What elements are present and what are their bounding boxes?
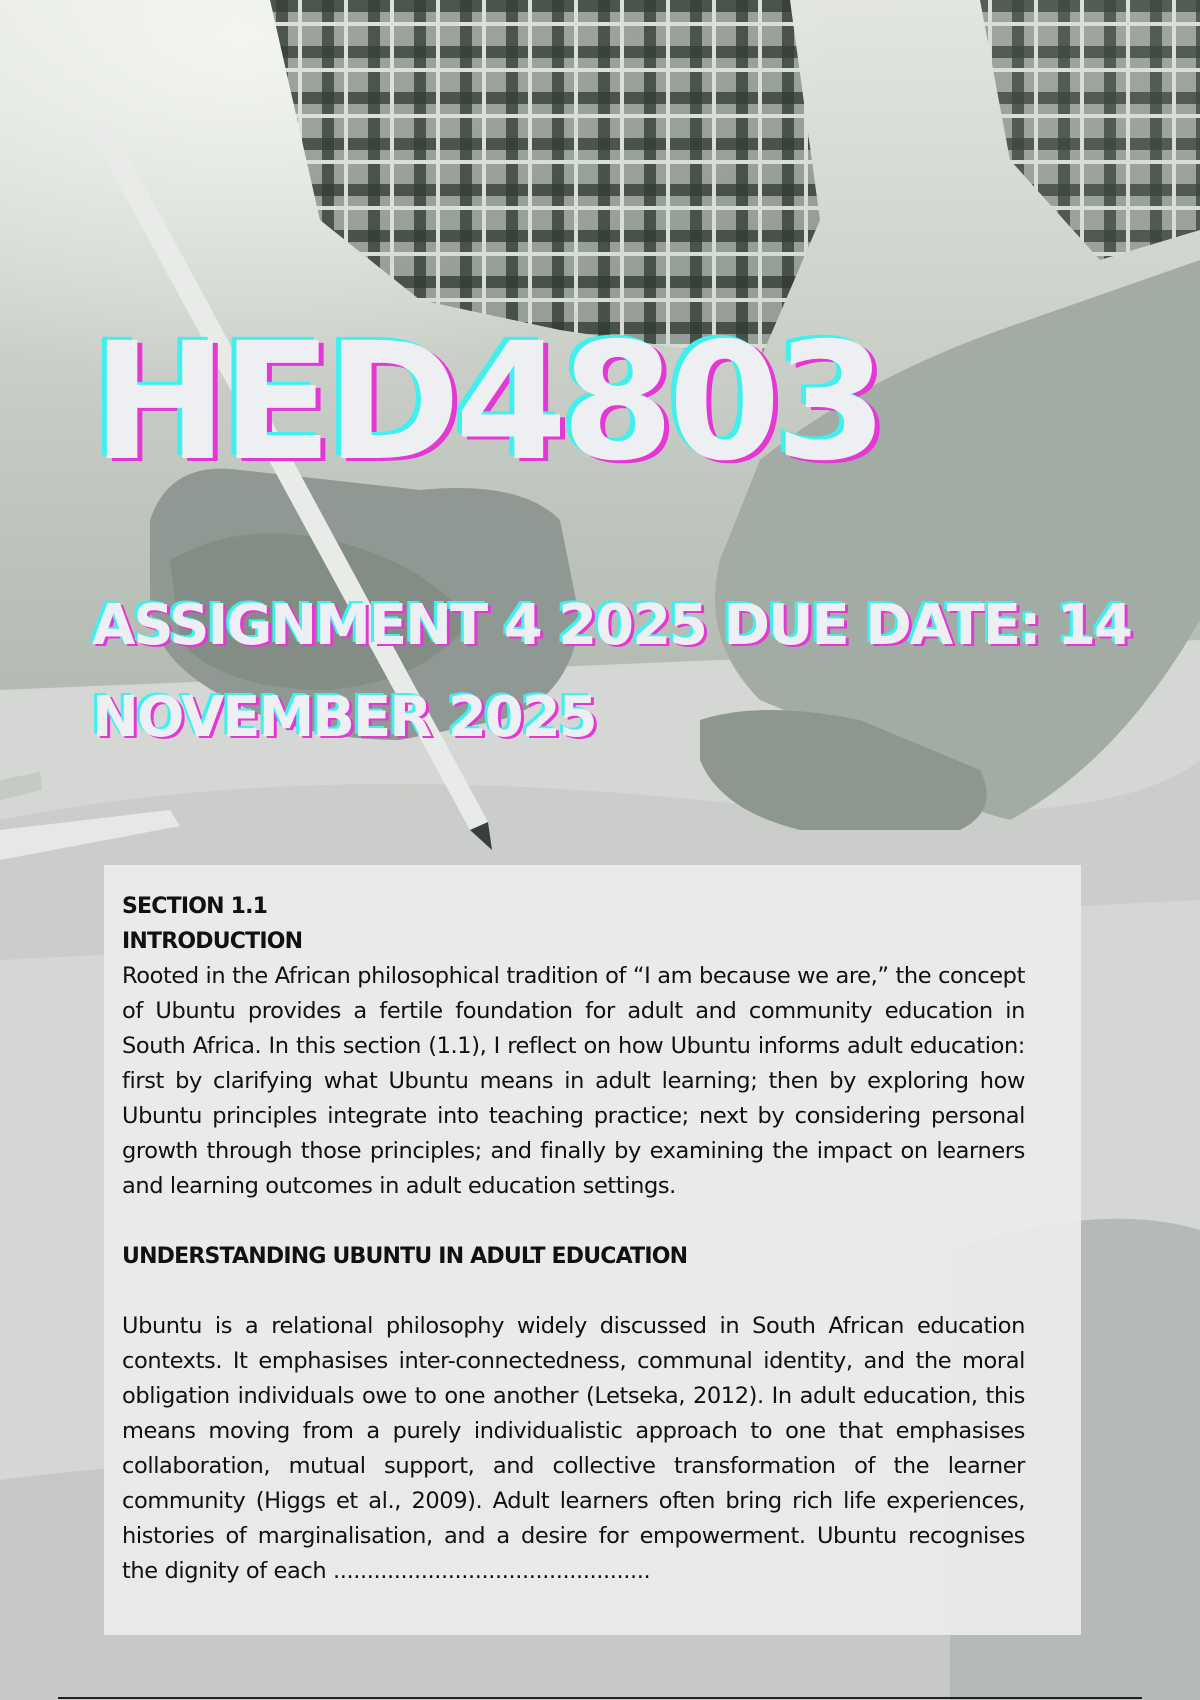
section-label: SECTION 1.1	[122, 894, 268, 919]
spacer	[122, 1274, 1025, 1309]
content-panel	[104, 865, 1081, 1635]
page-divider	[58, 1697, 1142, 1699]
ubuntu-heading: UNDERSTANDING UBUNTU IN ADULT EDUCATION	[122, 1244, 688, 1269]
ubuntu-paragraph: Ubuntu is a relational philosophy widely discussed in South African education contexts. It emphasises inter-connectedness, communal identity, and the moral obligation individuals owe to one another (Letseka, 2012). In adult education, this means moving from a purely individualistic approach to one that emphasises collaboration, mutual support, and collective transformation of the learner community (Higgs et al., 2009). Adult learners often bring rich life experiences, histories of marginalisation, and a desire for empowerment. Ubuntu recognises the dignity of each ...............................................	[122, 1313, 1025, 1584]
intro-paragraph: Rooted in the African philosophical tradition of “I am because we are,” the concept of Ubuntu provides a fertile foundation for adult and community education in South Africa. In this section (1.1), I reflect on how Ubuntu informs adult education: first by clarifying what Ubuntu means in adult learning; then by exploring how Ubuntu principles integrate into teaching practice; next by considering personal growth through those principles; and finally by examining the impact on learners and learning outcomes in adult education settings.	[122, 963, 1025, 1199]
course-code-title: HED4803	[92, 309, 882, 497]
assignment-due-date: ASSIGNMENT 4 2025 DUE DATE: 14 NOVEMBER 2025	[92, 593, 1131, 750]
intro-heading: INTRODUCTION	[122, 929, 303, 954]
spacer	[122, 1204, 1025, 1239]
